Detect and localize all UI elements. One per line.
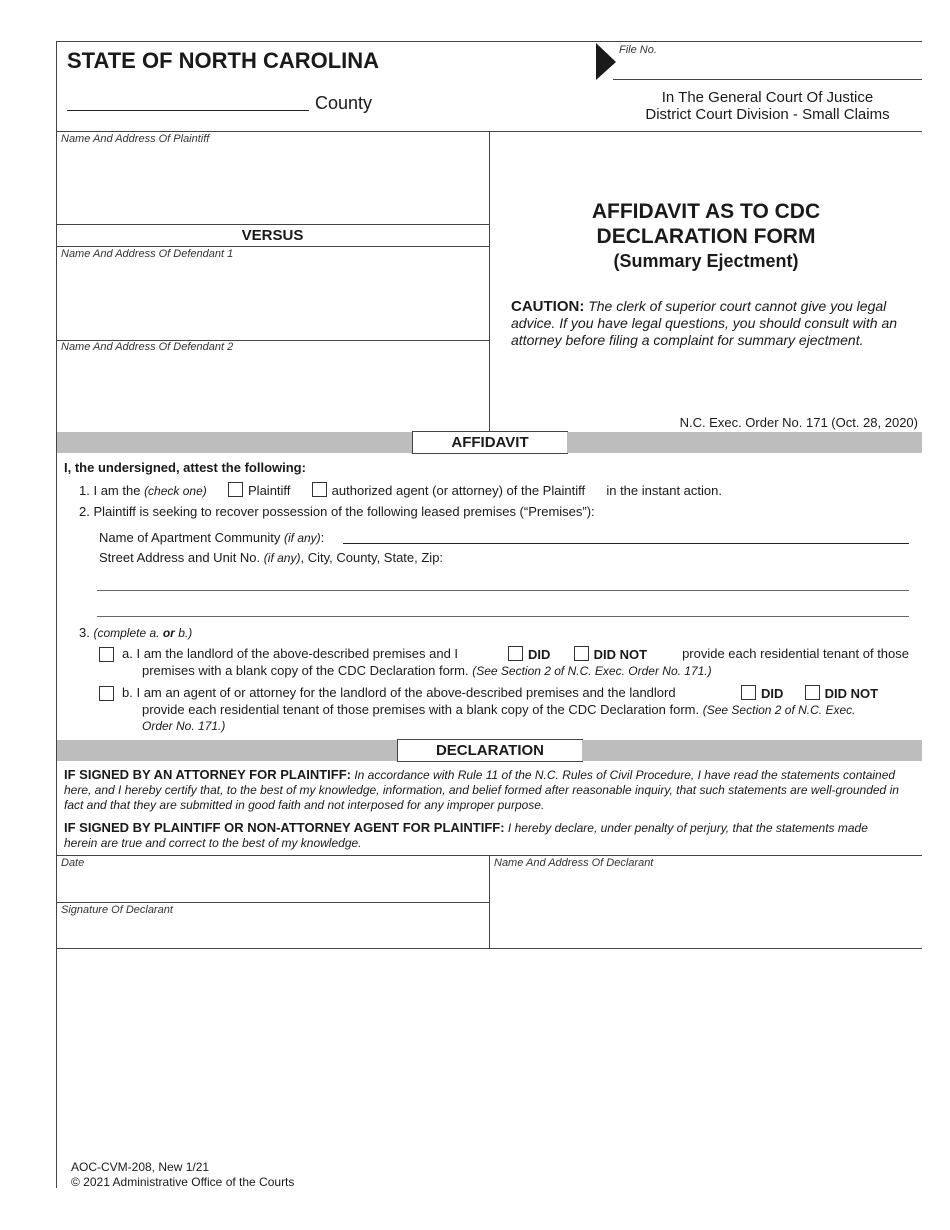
option-a-did-checkbox[interactable] [508,646,523,661]
option-b-line1 [122,685,676,700]
item-3 [79,625,192,640]
county-blank-line[interactable] [67,110,309,111]
option-a-ref: (See Section 2 of N.C. Exec. Order No. 171.) [472,664,712,678]
option-a-letter: a. [122,646,133,661]
plaintiff-decl-text: I hereby declare, under penalty of perjury, that the statements made herein are true and correct to the best of my knowledge. [64,821,868,850]
date-signature-divider [56,902,489,903]
signature-label: Signature Of Declarant [61,904,173,916]
signature-field[interactable] [57,918,488,947]
street-rest: , City, County, State, Zip: [300,550,444,565]
option-b-did-checkbox[interactable] [741,685,756,700]
form-number: AOC-CVM-208, New 1/21 [71,1160,210,1174]
affidavit-heading: AFFIDAVIT [412,431,568,454]
option-b-line2 [142,702,856,717]
option-b-did-group [741,685,878,701]
option-a-did-group [508,646,647,662]
copyright: © 2021 Administrative Office of the Courts [71,1175,295,1189]
option-a-after: provide each residential tenant of those [682,646,909,661]
state-title: STATE OF NORTH CAROLINA [67,48,380,73]
street-address-label [99,550,443,565]
option-a-didnot-checkbox[interactable] [574,646,589,661]
option-b-ref1: (See Section 2 of N.C. Exec. [702,703,856,717]
form-title-line2: DECLARATION FORM [596,225,816,248]
court-line-2: District Court Division - Small Claims [645,106,890,123]
defendant1-label: Name And Address Of Defendant 1 [61,248,234,260]
attorney-cert-label: IF SIGNED BY AN ATTORNEY FOR PLAINTIFF: [64,767,351,782]
form-title [490,199,922,249]
footer [71,1160,294,1190]
option-a-didnot-label: DID NOT [593,647,648,662]
option-a-did-label: DID [528,647,551,662]
declaration-bar-left [57,740,397,761]
date-field[interactable] [57,871,488,901]
file-no-line[interactable] [613,79,922,80]
item-1-hint: (check one) [144,484,207,498]
plaintiff-label: Name And Address Of Plaintiff [61,133,210,145]
signature-block-bottom [56,948,922,949]
item-2-num: 2. [79,504,90,519]
item-1-suffix: in the instant action. [606,483,722,498]
street-address-input-1[interactable] [97,590,909,591]
street-address-input-2[interactable] [97,616,909,617]
defendant2-label: Name And Address Of Defendant 2 [61,341,234,353]
item-3-hint-or: or [162,626,175,640]
apt-label: Name of Apartment Community [99,530,281,545]
declarant-name-field[interactable] [490,871,921,947]
option-b-didnot-checkbox[interactable] [805,685,820,700]
apartment-community-input[interactable] [343,543,909,544]
caution-text: The clerk of superior court cannot give you legal advice. If you have legal questions, you should consult with an attorney before filing a complaint for summary ejectment. [511,298,898,348]
versus-top-line [56,224,489,225]
plaintiff-option-label: Plaintiff [248,483,291,498]
file-no-arrow-icon [596,43,618,81]
item-3-hint-pre: (complete a. [93,626,160,640]
apartment-community-label [99,530,324,545]
option-b-line3 [142,719,225,733]
caution-label: CAUTION: [511,298,585,315]
plaintiff-decl-label: IF SIGNED BY PLAINTIFF OR NON-ATTORNEY AGENT FOR PLAINTIFF: [64,820,505,835]
apt-colon: : [320,530,325,545]
form-subtitle: (Summary Ejectment) [613,251,799,271]
court-line-1: In The General Court Of Justice [661,89,874,106]
option-a-text: I am the landlord of the above-described premises and I [136,646,459,661]
option-b-text: I am an agent of or attorney for the landlord of the above-described premises and the landlord [136,685,676,700]
attorney-cert-text: In accordance with Rule 11 of the N.C. Rules of Civil Procedure, I have read the statements contained here, and I hereby certify that, to the best of my knowledge, information, and belief formed after reasonable inquiry, that such statements are well-grounded in fact and that they are submitted in good faith and not interposed for any improper purpose. [64,768,899,812]
file-no-label: File No. [619,44,657,56]
option-b-checkbox[interactable] [99,686,114,701]
versus-bottom-line [56,246,489,247]
option-b-letter: b. [122,685,133,700]
plaintiff-declaration [64,820,904,851]
item-2-text: Plaintiff is seeking to recover possession of the following leased premises (“Premises”): [93,504,595,519]
declaration-heading: DECLARATION [397,739,583,762]
option-b-did-label: DID [761,686,784,701]
defendant2-field[interactable] [57,356,488,430]
affidavit-bar-left [57,432,412,453]
defendant1-field[interactable] [57,262,488,338]
option-a-line2-text: premises with a blank copy of the CDC Declaration form. [142,663,469,678]
party-column-divider [489,131,490,432]
option-b-line2-text: provide each residential tenant of those premises with a blank copy of the CDC Declaration form. [142,702,700,717]
item-1-prefix: I am the [93,483,141,498]
date-label: Date [61,857,85,869]
option-b-didnot-label: DID NOT [824,686,879,701]
declarant-name-label: Name And Address Of Declarant [494,857,654,869]
affidavit-intro: I, the undersigned, attest the following: [64,460,306,475]
versus-label: VERSUS [241,227,304,244]
apt-hint: (if any) [283,531,321,545]
option-a-line2 [142,663,712,678]
item-1 [79,482,722,498]
agent-checkbox[interactable] [312,482,327,497]
affidavit-bar-right [567,432,922,453]
top-border [56,41,922,42]
attorney-certification [64,767,904,813]
option-b-ref2: Order No. 171.) [142,719,226,733]
agent-option-label: authorized agent (or attorney) of the Plaintiff [331,483,586,498]
form-title-line1: AFFIDAVIT AS TO CDC [591,200,821,223]
plaintiff-field[interactable] [57,148,488,223]
plaintiff-checkbox[interactable] [228,482,243,497]
option-a-checkbox[interactable] [99,647,114,662]
declaration-bar-right [582,740,922,761]
item-3-num: 3. [79,625,90,640]
street-hint: (if any) [263,551,301,565]
county-label: County [315,93,373,113]
item-2 [79,504,595,519]
court-name [613,89,922,123]
item-1-num: 1. [79,483,90,498]
caution-notice [511,298,911,349]
option-a-line1 [122,646,458,661]
exec-order-reference: N.C. Exec. Order No. 171 (Oct. 28, 2020) [679,415,918,430]
item-3-hint-post: b.) [178,626,193,640]
street-label: Street Address and Unit No. [99,550,261,565]
